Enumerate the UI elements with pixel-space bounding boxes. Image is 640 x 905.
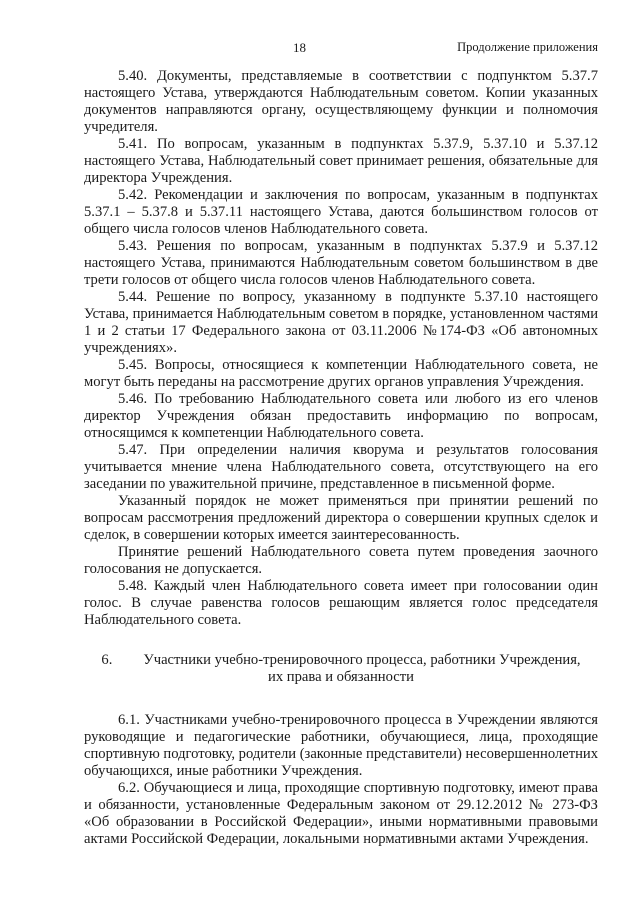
paragraph-6-1: 6.1. Участниками учебно-тренировочного процесса в Учреждении являются руководящие и педагогические работники, обучающиеся, лица, проходящие спортивную подготовку, родители (законные представители) несовершеннолетних обучающихся, иные работники Учреждения. bbox=[84, 712, 598, 779]
paragraph-5-46: 5.46. По требованию Наблюдательного совета или любого из его членов директор Учреждения обязан предоставить информацию по вопросам, относящимся к компетенции Наблюдательного совета. bbox=[84, 391, 598, 441]
section-title-line-2: их права и обязанности bbox=[268, 669, 414, 685]
paragraph-5-41: 5.41. По вопросам, указанным в подпунктах 5.37.9, 5.37.10 и 5.37.12 настоящего Устава, Наблюдательный совет принимает решения, обязательные для директора Учреждения. bbox=[84, 136, 598, 186]
paragraph-procedure-note: Указанный порядок не может применяться при принятии решений по вопросам рассмотрения предложений директора о совершении крупных сделок и сделок, в совершении которых имеется заинтересованность. bbox=[84, 493, 598, 543]
paragraph-5-45: 5.45. Вопросы, относящиеся к компетенции Наблюдательного совета, не могут быть переданы на рассмотрение других органов управления Учреждения. bbox=[84, 357, 598, 390]
paragraph-6-2: 6.2. Обучающиеся и лица, проходящие спортивную подготовку, имеют права и обязанности, установленные Федеральным законом от 29.12.2012 № 273-ФЗ «Об образовании в Российской Федерации», иными нормативными правовыми актами Российской Федерации, локальными нормативными актами Учреждения. bbox=[84, 780, 598, 847]
section-heading bbox=[84, 652, 598, 686]
paragraph-absentee-voting: Принятие решений Наблюдательного совета путем проведения заочного голосования не допускается. bbox=[84, 544, 598, 577]
paragraph-5-42: 5.42. Рекомендации и заключения по вопросам, указанным в подпунктах 5.37.1 – 5.37.8 и 5.37.11 настоящего Устава, даются большинством голосов от общего числа голосов членов Наблюдательного совета. bbox=[84, 187, 598, 237]
page-number: 18 bbox=[293, 40, 306, 55]
section-title-line-1 bbox=[84, 652, 598, 669]
paragraph-5-43: 5.43. Решения по вопросам, указанным в подпунктах 5.37.9 и 5.37.12 настоящего Устава, принимаются Наблюдательным советом большинством в две трети голосов от общего числа голосов членов Наблюдательного совета. bbox=[84, 238, 598, 288]
paragraph-5-40: 5.40. Документы, представляемые в соответствии с подпунктом 5.37.7 настоящего Устава, утверждаются Наблюдательным советом. Копии указанных документов направляются органу, осуществляющему функции и полномочия учредителя. bbox=[84, 68, 598, 135]
paragraph-5-44: 5.44. Решение по вопросу, указанному в подпункте 5.37.10 настоящего Устава, принимается Наблюдательным советом в порядке, установленном частями 1 и 2 статьи 17 Федерального закона от 03.11.2006 №174-ФЗ «Об автономных учреждениях». bbox=[84, 289, 598, 356]
section-number: 6. bbox=[101, 652, 113, 668]
running-head: Продолжение приложения bbox=[457, 40, 598, 54]
document-body bbox=[84, 68, 598, 848]
section-title-text: Участники учебно-тренировочного процесса, работники Учреждения, bbox=[143, 652, 581, 668]
paragraph-5-47: 5.47. При определении наличия кворума и результатов голосования учитывается мнение члена Наблюдательного совета, отсутствующего на его заседании по уважительной причине, представленное в письменной форме. bbox=[84, 442, 598, 492]
paragraph-5-48: 5.48. Каждый член Наблюдательного совета имеет при голосовании один голос. В случае равенства голосов решающим является голос председателя Наблюдательного совета. bbox=[84, 578, 598, 628]
